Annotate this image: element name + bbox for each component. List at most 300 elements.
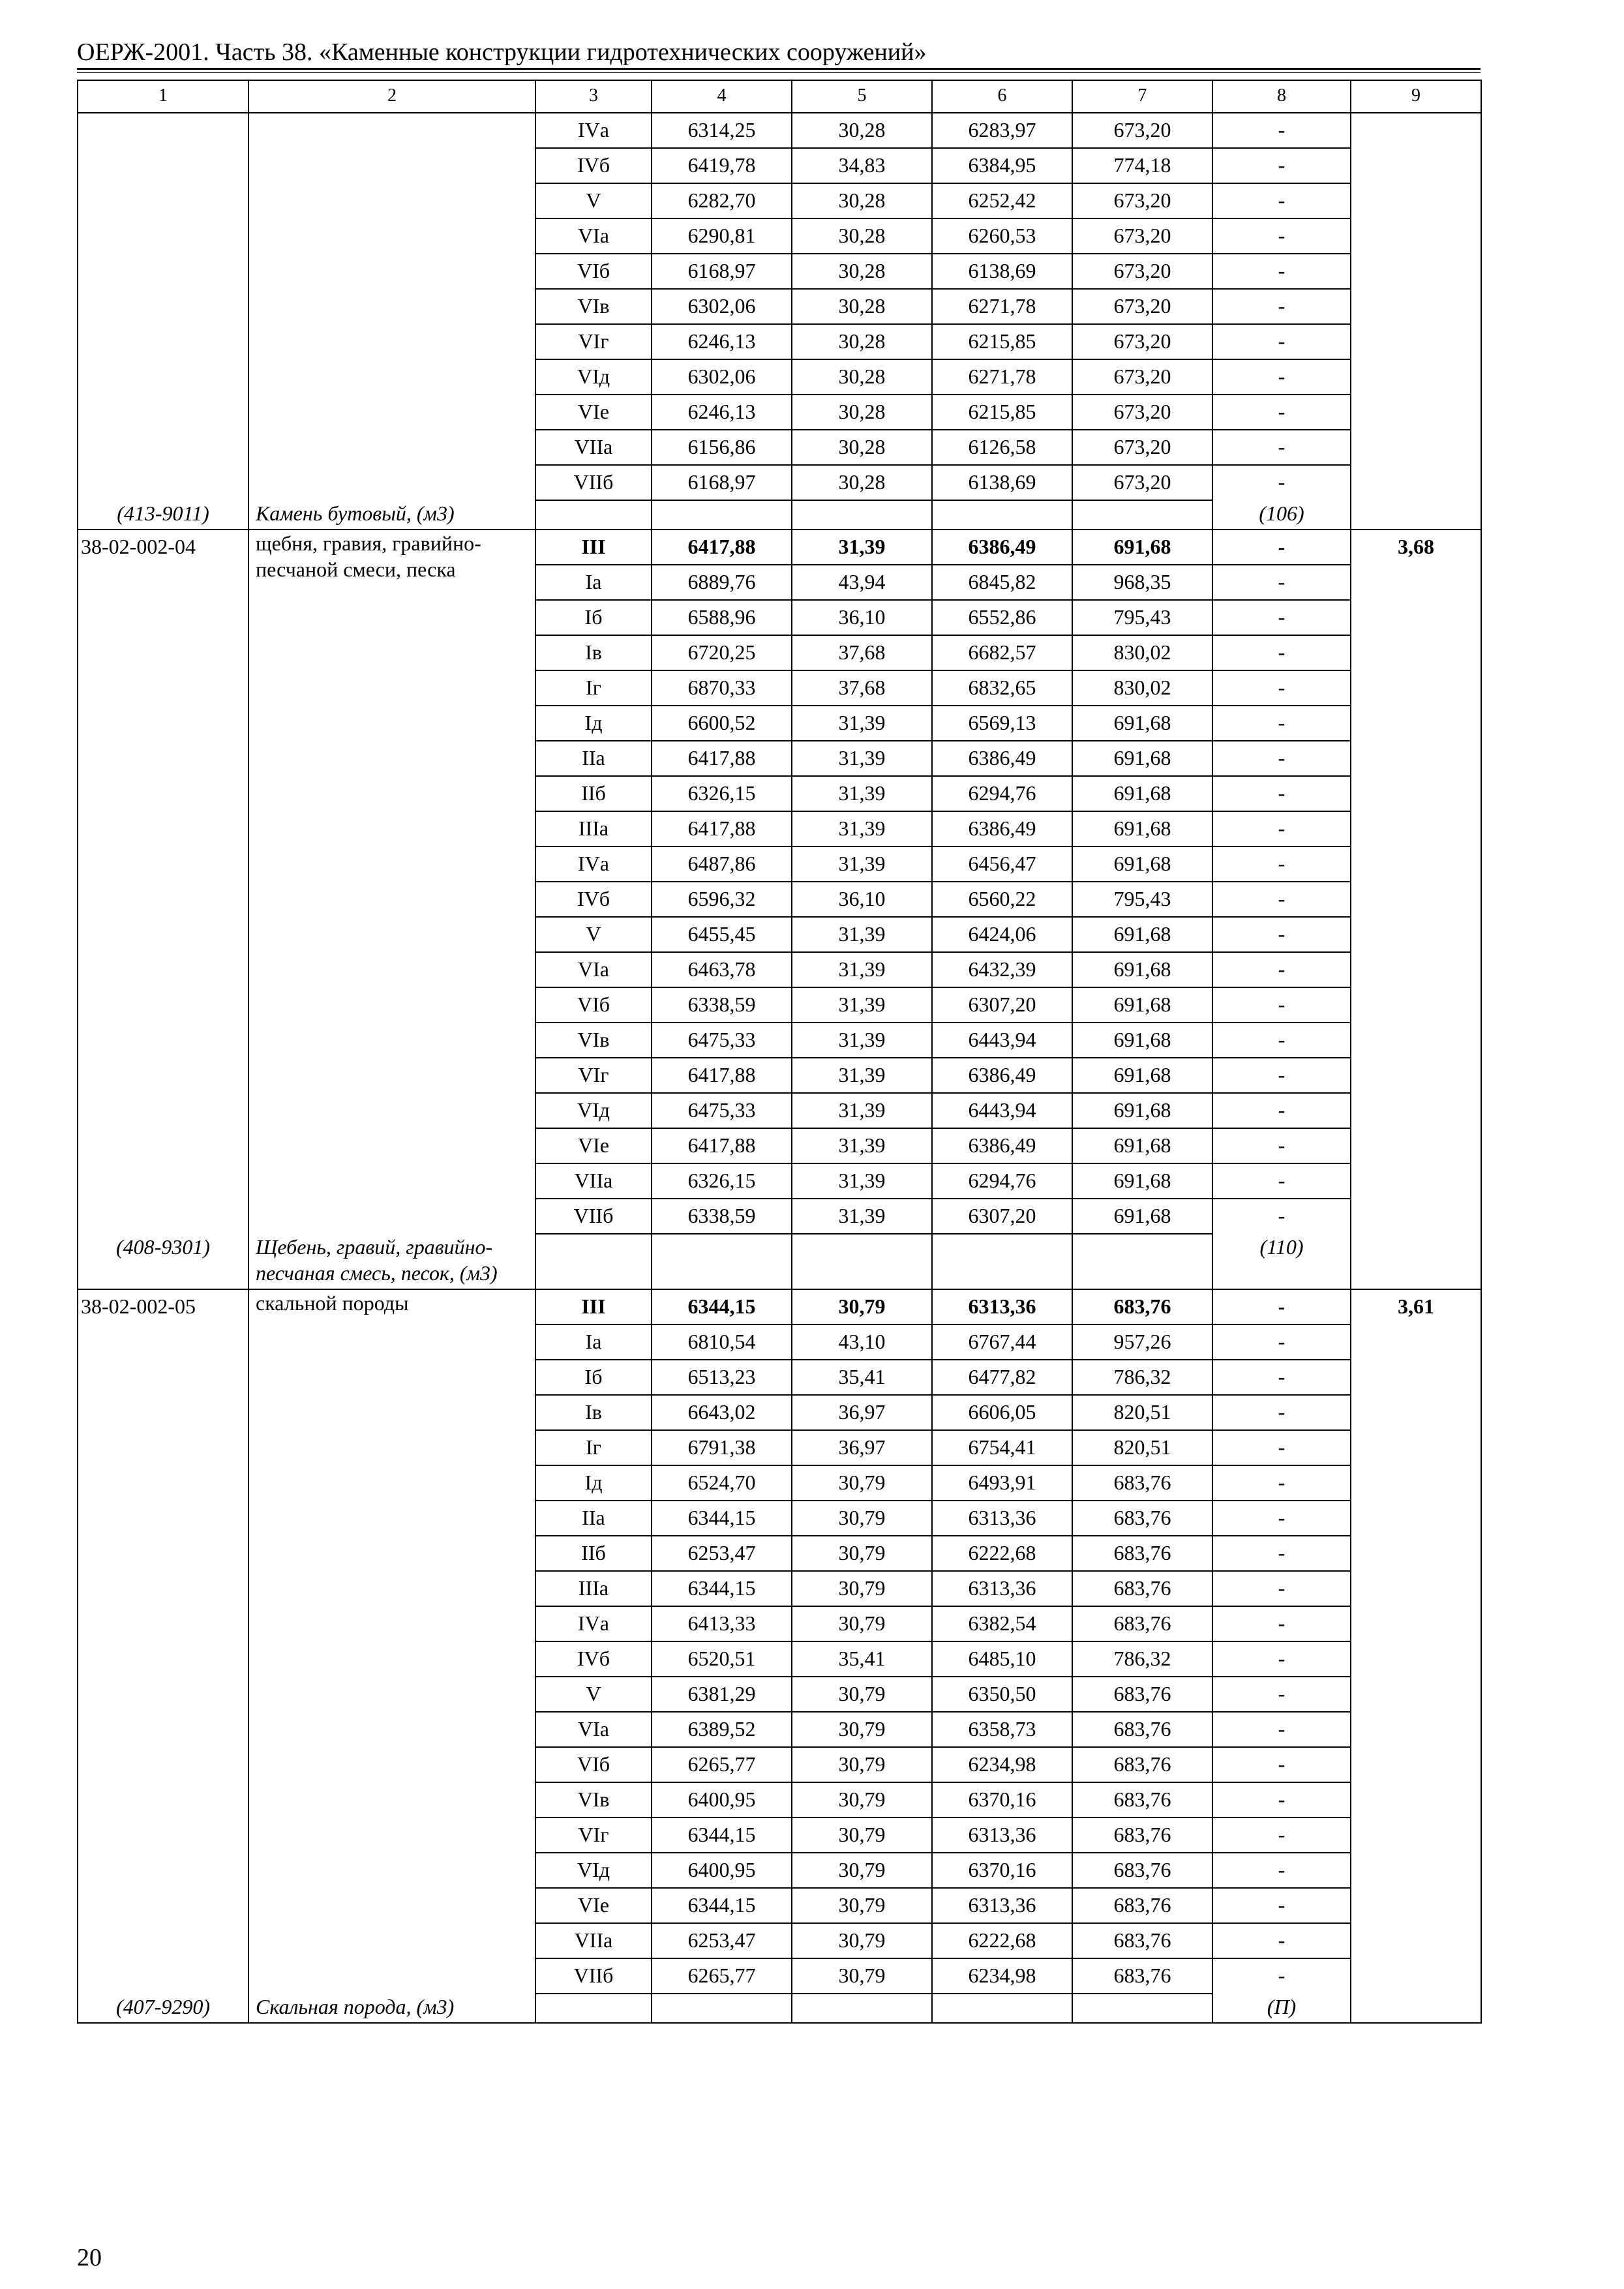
region-cell: VIа	[535, 952, 652, 987]
labor-cost-cell: 31,39	[792, 1023, 932, 1058]
operator-wage-cell: 673,20	[1072, 465, 1212, 500]
material-cost-cell: -	[1212, 465, 1351, 500]
operator-wage-cell: 673,20	[1072, 289, 1212, 324]
labor-cost-cell: 30,28	[792, 324, 932, 359]
material-cost-cell: -	[1212, 1465, 1351, 1501]
operator-wage-cell: 683,76	[1072, 1818, 1212, 1853]
machine-cost-cell: 6307,20	[932, 1199, 1072, 1234]
page-number: 20	[77, 2244, 102, 2271]
resource-quantity: (106)	[1212, 500, 1351, 530]
total-cost-cell: 6419,78	[652, 148, 792, 183]
region-cell: VIг	[535, 324, 652, 359]
region-cell: Iа	[535, 1324, 652, 1360]
material-cost-cell: -	[1212, 565, 1351, 600]
material-cost-cell: -	[1212, 359, 1351, 395]
empty-cell	[792, 500, 932, 530]
machine-cost-cell: 6424,06	[932, 917, 1072, 952]
material-cost-cell: -	[1212, 1199, 1351, 1234]
total-cost-cell: 6265,77	[652, 1747, 792, 1782]
operator-wage-cell: 683,76	[1072, 1571, 1212, 1606]
machine-cost-cell: 6234,98	[932, 1747, 1072, 1782]
total-cost-cell: 6344,15	[652, 1501, 792, 1536]
machine-cost-cell: 6358,73	[932, 1712, 1072, 1747]
labor-cost-cell: 30,79	[792, 1782, 932, 1818]
region-cell: Iа	[535, 565, 652, 600]
total-cost-cell: 6246,13	[652, 395, 792, 430]
region-cell: Iв	[535, 1395, 652, 1430]
machine-cost-cell: 6485,10	[932, 1641, 1072, 1677]
machine-cost-cell: 6313,36	[932, 1571, 1072, 1606]
machine-cost-cell: 6560,22	[932, 882, 1072, 917]
material-cost-cell: -	[1212, 1128, 1351, 1163]
labor-cost-cell: 31,39	[792, 530, 932, 565]
region-cell: IIа	[535, 1501, 652, 1536]
material-cost-cell: -	[1212, 1571, 1351, 1606]
labor-cost-cell: 31,39	[792, 1058, 932, 1093]
machine-cost-cell: 6138,69	[932, 465, 1072, 500]
region-cell: VIе	[535, 395, 652, 430]
operator-wage-cell: 683,76	[1072, 1958, 1212, 1994]
machine-cost-cell: 6682,57	[932, 635, 1072, 670]
empty-cell	[652, 1994, 792, 2023]
machine-cost-cell: 6138,69	[932, 254, 1072, 289]
region-cell: VIIб	[535, 1199, 652, 1234]
material-cost-cell: -	[1212, 254, 1351, 289]
region-cell: IVа	[535, 1606, 652, 1641]
labor-cost-cell: 36,97	[792, 1430, 932, 1465]
operator-wage-cell: 691,68	[1072, 846, 1212, 882]
labor-cost-cell: 30,79	[792, 1606, 932, 1641]
operator-wage-cell: 683,76	[1072, 1853, 1212, 1888]
region-cell: V	[535, 183, 652, 218]
labor-hours-cell: 3,61	[1351, 1289, 1481, 2023]
labor-cost-cell: 30,79	[792, 1289, 932, 1324]
material-cost-cell: -	[1212, 1430, 1351, 1465]
total-cost-cell: 6870,33	[652, 670, 792, 706]
operator-wage-cell: 673,20	[1072, 430, 1212, 465]
region-cell: IIб	[535, 776, 652, 811]
material-cost-cell: -	[1212, 600, 1351, 635]
region-cell: VIб	[535, 254, 652, 289]
price-table	[77, 80, 1482, 2024]
operator-wage-cell: 774,18	[1072, 148, 1212, 183]
labor-cost-cell: 30,79	[792, 1536, 932, 1571]
material-cost-cell: -	[1212, 741, 1351, 776]
labor-cost-cell: 30,79	[792, 1465, 932, 1501]
region-cell: VIIа	[535, 430, 652, 465]
labor-cost-cell: 36,97	[792, 1395, 932, 1430]
region-cell: VIг	[535, 1058, 652, 1093]
total-cost-cell: 6475,33	[652, 1023, 792, 1058]
material-cost-cell: -	[1212, 706, 1351, 741]
operator-wage-cell: 683,76	[1072, 1501, 1212, 1536]
material-cost-cell: -	[1212, 776, 1351, 811]
machine-cost-cell: 6370,16	[932, 1853, 1072, 1888]
header-rule-thin	[77, 72, 1481, 73]
column-number: 7	[1072, 80, 1212, 113]
total-cost-cell: 6381,29	[652, 1677, 792, 1712]
labor-cost-cell: 30,79	[792, 1888, 932, 1923]
labor-cost-cell: 36,10	[792, 600, 932, 635]
labor-cost-cell: 30,28	[792, 254, 932, 289]
operator-wage-cell: 683,76	[1072, 1606, 1212, 1641]
operator-wage-cell: 691,68	[1072, 1093, 1212, 1128]
machine-cost-cell: 6294,76	[932, 1163, 1072, 1199]
page-header-title: ОЕРЖ-2001. Часть 38. «Каменные конструкции гидротехнических сооружений»	[77, 38, 927, 66]
labor-cost-cell: 30,79	[792, 1677, 932, 1712]
operator-wage-cell: 673,20	[1072, 183, 1212, 218]
material-cost-cell: -	[1212, 395, 1351, 430]
machine-cost-cell: 6215,85	[932, 395, 1072, 430]
operator-wage-cell: 786,32	[1072, 1641, 1212, 1677]
column-number-row	[78, 80, 1481, 113]
total-cost-cell: 6513,23	[652, 1360, 792, 1395]
empty-cell	[1072, 1234, 1212, 1289]
operator-wage-cell: 691,68	[1072, 776, 1212, 811]
labor-cost-cell: 31,39	[792, 846, 932, 882]
table-body	[78, 80, 1481, 2023]
machine-cost-cell: 6443,94	[932, 1023, 1072, 1058]
labor-cost-cell: 31,39	[792, 1163, 932, 1199]
region-cell: VIд	[535, 1093, 652, 1128]
operator-wage-cell: 673,20	[1072, 218, 1212, 254]
region-cell: Iд	[535, 706, 652, 741]
total-cost-cell: 6524,70	[652, 1465, 792, 1501]
operator-wage-cell: 691,68	[1072, 1199, 1212, 1234]
labor-cost-cell: 37,68	[792, 635, 932, 670]
machine-cost-cell: 6350,50	[932, 1677, 1072, 1712]
machine-cost-cell: 6222,68	[932, 1923, 1072, 1958]
region-cell: VIг	[535, 1818, 652, 1853]
region-cell: Iг	[535, 670, 652, 706]
empty-cell	[535, 1234, 652, 1289]
header-rule	[77, 68, 1481, 70]
region-cell: IIа	[535, 741, 652, 776]
resource-name: Щебень, гравий, гравийно-песчаная смесь, песок, (м3)	[248, 1234, 535, 1289]
machine-cost-cell: 6386,49	[932, 1128, 1072, 1163]
total-cost-cell: 6338,59	[652, 987, 792, 1023]
total-cost-cell: 6413,33	[652, 1606, 792, 1641]
total-cost-cell: 6290,81	[652, 218, 792, 254]
operator-wage-cell: 830,02	[1072, 635, 1212, 670]
table-row	[78, 1289, 1481, 1324]
machine-cost-cell: 6552,86	[932, 600, 1072, 635]
machine-cost-cell: 6307,20	[932, 987, 1072, 1023]
region-cell: IVб	[535, 1641, 652, 1677]
operator-wage-cell: 691,68	[1072, 987, 1212, 1023]
total-cost-cell: 6338,59	[652, 1199, 792, 1234]
labor-cost-cell: 30,28	[792, 465, 932, 500]
material-cost-cell: -	[1212, 670, 1351, 706]
region-cell: VIа	[535, 1712, 652, 1747]
machine-cost-cell: 6477,82	[932, 1360, 1072, 1395]
machine-cost-cell: 6606,05	[932, 1395, 1072, 1430]
total-cost-cell: 6400,95	[652, 1853, 792, 1888]
machine-cost-cell: 6252,42	[932, 183, 1072, 218]
labor-cost-cell: 31,39	[792, 706, 932, 741]
total-cost-cell: 6265,77	[652, 1958, 792, 1994]
region-cell: III	[535, 1289, 652, 1324]
total-cost-cell: 6302,06	[652, 289, 792, 324]
work-name-cell	[248, 113, 535, 500]
machine-cost-cell: 6386,49	[932, 1058, 1072, 1093]
operator-wage-cell: 683,76	[1072, 1289, 1212, 1324]
resource-code: (413-9011)	[78, 500, 248, 530]
operator-wage-cell: 820,51	[1072, 1395, 1212, 1430]
material-cost-cell: -	[1212, 289, 1351, 324]
total-cost-cell: 6487,86	[652, 846, 792, 882]
labor-cost-cell: 43,10	[792, 1324, 932, 1360]
region-cell: VIIа	[535, 1923, 652, 1958]
labor-cost-cell: 30,79	[792, 1958, 932, 1994]
labor-cost-cell: 30,79	[792, 1501, 932, 1536]
machine-cost-cell: 6271,78	[932, 359, 1072, 395]
total-cost-cell: 6475,33	[652, 1093, 792, 1128]
labor-cost-cell: 37,68	[792, 670, 932, 706]
total-cost-cell: 6253,47	[652, 1923, 792, 1958]
total-cost-cell: 6344,15	[652, 1888, 792, 1923]
labor-cost-cell: 31,39	[792, 1128, 932, 1163]
machine-cost-cell: 6386,49	[932, 811, 1072, 846]
total-cost-cell: 6417,88	[652, 1058, 792, 1093]
labor-cost-cell: 30,28	[792, 183, 932, 218]
region-cell: Iг	[535, 1430, 652, 1465]
operator-wage-cell: 691,68	[1072, 1023, 1212, 1058]
labor-cost-cell: 31,39	[792, 952, 932, 987]
region-cell: Iв	[535, 635, 652, 670]
material-cost-cell: -	[1212, 1289, 1351, 1324]
total-cost-cell: 6417,88	[652, 530, 792, 565]
region-cell: IVб	[535, 148, 652, 183]
column-number: 8	[1212, 80, 1351, 113]
total-cost-cell: 6520,51	[652, 1641, 792, 1677]
region-cell: VIIб	[535, 465, 652, 500]
material-cost-cell: -	[1212, 1023, 1351, 1058]
material-cost-cell: -	[1212, 1853, 1351, 1888]
machine-cost-cell: 6386,49	[932, 530, 1072, 565]
resource-name: Скальная порода, (м3)	[248, 1994, 535, 2023]
region-cell: IIб	[535, 1536, 652, 1571]
material-cost-cell: -	[1212, 1324, 1351, 1360]
resource-code: (407-9290)	[78, 1994, 248, 2023]
material-cost-cell: -	[1212, 324, 1351, 359]
total-cost-cell: 6596,32	[652, 882, 792, 917]
column-number: 2	[248, 80, 535, 113]
material-cost-cell: -	[1212, 952, 1351, 987]
table-row	[78, 113, 1481, 148]
column-number: 6	[932, 80, 1072, 113]
labor-cost-cell: 31,39	[792, 1093, 932, 1128]
machine-cost-cell: 6260,53	[932, 218, 1072, 254]
region-cell: III	[535, 530, 652, 565]
operator-wage-cell: 673,20	[1072, 395, 1212, 430]
total-cost-cell: 6246,13	[652, 324, 792, 359]
material-cost-cell: -	[1212, 846, 1351, 882]
resource-code: (408-9301)	[78, 1234, 248, 1289]
work-code-cell: 38-02-002-05	[78, 1289, 248, 1994]
machine-cost-cell: 6845,82	[932, 565, 1072, 600]
operator-wage-cell: 691,68	[1072, 1163, 1212, 1199]
region-cell: V	[535, 917, 652, 952]
total-cost-cell: 6344,15	[652, 1571, 792, 1606]
total-cost-cell: 6344,15	[652, 1289, 792, 1324]
resource-quantity: (П)	[1212, 1994, 1351, 2023]
column-number: 5	[792, 80, 932, 113]
machine-cost-cell: 6313,36	[932, 1289, 1072, 1324]
region-cell: Iд	[535, 1465, 652, 1501]
operator-wage-cell: 786,32	[1072, 1360, 1212, 1395]
labor-cost-cell: 31,39	[792, 917, 932, 952]
region-cell: VIб	[535, 1747, 652, 1782]
empty-cell	[792, 1994, 932, 2023]
region-cell: V	[535, 1677, 652, 1712]
machine-cost-cell: 6443,94	[932, 1093, 1072, 1128]
machine-cost-cell: 6432,39	[932, 952, 1072, 987]
empty-cell	[932, 1234, 1072, 1289]
material-cost-cell: -	[1212, 1782, 1351, 1818]
operator-wage-cell: 691,68	[1072, 1128, 1212, 1163]
labor-cost-cell: 30,79	[792, 1571, 932, 1606]
material-cost-cell: -	[1212, 183, 1351, 218]
machine-cost-cell: 6283,97	[932, 113, 1072, 148]
machine-cost-cell: 6754,41	[932, 1430, 1072, 1465]
empty-cell	[932, 500, 1072, 530]
machine-cost-cell: 6832,65	[932, 670, 1072, 706]
machine-cost-cell: 6493,91	[932, 1465, 1072, 1501]
operator-wage-cell: 683,76	[1072, 1782, 1212, 1818]
total-cost-cell: 6282,70	[652, 183, 792, 218]
resource-footer-row	[78, 1234, 1481, 1289]
region-cell: VIIб	[535, 1958, 652, 1994]
machine-cost-cell: 6370,16	[932, 1782, 1072, 1818]
operator-wage-cell: 691,68	[1072, 952, 1212, 987]
total-cost-cell: 6463,78	[652, 952, 792, 987]
machine-cost-cell: 6271,78	[932, 289, 1072, 324]
operator-wage-cell: 691,68	[1072, 741, 1212, 776]
labor-cost-cell: 31,39	[792, 987, 932, 1023]
labor-cost-cell: 30,28	[792, 113, 932, 148]
material-cost-cell: -	[1212, 987, 1351, 1023]
operator-wage-cell: 683,76	[1072, 1888, 1212, 1923]
total-cost-cell: 6302,06	[652, 359, 792, 395]
machine-cost-cell: 6456,47	[932, 846, 1072, 882]
work-code-cell	[78, 113, 248, 500]
operator-wage-cell: 691,68	[1072, 811, 1212, 846]
column-number: 4	[652, 80, 792, 113]
material-cost-cell: -	[1212, 1641, 1351, 1677]
material-cost-cell: -	[1212, 1712, 1351, 1747]
operator-wage-cell: 683,76	[1072, 1536, 1212, 1571]
material-cost-cell: -	[1212, 882, 1351, 917]
empty-cell	[535, 500, 652, 530]
total-cost-cell: 6720,25	[652, 635, 792, 670]
operator-wage-cell: 691,68	[1072, 706, 1212, 741]
operator-wage-cell: 691,68	[1072, 530, 1212, 565]
machine-cost-cell: 6126,58	[932, 430, 1072, 465]
material-cost-cell: -	[1212, 1163, 1351, 1199]
total-cost-cell: 6168,97	[652, 254, 792, 289]
region-cell: IVб	[535, 882, 652, 917]
labor-hours-cell	[1351, 113, 1481, 530]
total-cost-cell: 6643,02	[652, 1395, 792, 1430]
total-cost-cell: 6455,45	[652, 917, 792, 952]
material-cost-cell: -	[1212, 1677, 1351, 1712]
labor-cost-cell: 30,79	[792, 1747, 932, 1782]
machine-cost-cell: 6382,54	[932, 1606, 1072, 1641]
total-cost-cell: 6326,15	[652, 1163, 792, 1199]
empty-cell	[1072, 500, 1212, 530]
machine-cost-cell: 6386,49	[932, 741, 1072, 776]
work-code-cell: 38-02-002-04	[78, 530, 248, 1234]
total-cost-cell: 6344,15	[652, 1818, 792, 1853]
machine-cost-cell: 6222,68	[932, 1536, 1072, 1571]
empty-cell	[1072, 1994, 1212, 2023]
total-cost-cell: 6389,52	[652, 1712, 792, 1747]
operator-wage-cell: 830,02	[1072, 670, 1212, 706]
table-row	[78, 530, 1481, 565]
material-cost-cell: -	[1212, 1606, 1351, 1641]
operator-wage-cell: 683,76	[1072, 1923, 1212, 1958]
column-number: 3	[535, 80, 652, 113]
material-cost-cell: -	[1212, 1501, 1351, 1536]
material-cost-cell: -	[1212, 1923, 1351, 1958]
region-cell: VIе	[535, 1128, 652, 1163]
material-cost-cell: -	[1212, 1058, 1351, 1093]
total-cost-cell: 6156,86	[652, 430, 792, 465]
material-cost-cell: -	[1212, 1395, 1351, 1430]
total-cost-cell: 6417,88	[652, 741, 792, 776]
operator-wage-cell: 683,76	[1072, 1465, 1212, 1501]
empty-cell	[652, 500, 792, 530]
labor-cost-cell: 35,41	[792, 1360, 932, 1395]
total-cost-cell: 6810,54	[652, 1324, 792, 1360]
region-cell: VIв	[535, 1782, 652, 1818]
machine-cost-cell: 6294,76	[932, 776, 1072, 811]
operator-wage-cell: 673,20	[1072, 113, 1212, 148]
labor-cost-cell: 34,83	[792, 148, 932, 183]
material-cost-cell: -	[1212, 1958, 1351, 1994]
operator-wage-cell: 673,20	[1072, 359, 1212, 395]
total-cost-cell: 6889,76	[652, 565, 792, 600]
operator-wage-cell: 683,76	[1072, 1747, 1212, 1782]
column-number: 9	[1351, 80, 1481, 113]
operator-wage-cell: 795,43	[1072, 882, 1212, 917]
labor-cost-cell: 30,79	[792, 1818, 932, 1853]
labor-cost-cell: 43,94	[792, 565, 932, 600]
empty-cell	[932, 1994, 1072, 2023]
labor-cost-cell: 30,28	[792, 430, 932, 465]
total-cost-cell: 6326,15	[652, 776, 792, 811]
operator-wage-cell: 957,26	[1072, 1324, 1212, 1360]
region-cell: VIд	[535, 359, 652, 395]
empty-cell	[792, 1234, 932, 1289]
empty-cell	[535, 1994, 652, 2023]
region-cell: VIе	[535, 1888, 652, 1923]
operator-wage-cell: 683,76	[1072, 1712, 1212, 1747]
total-cost-cell: 6400,95	[652, 1782, 792, 1818]
region-cell: IVа	[535, 113, 652, 148]
operator-wage-cell: 691,68	[1072, 917, 1212, 952]
material-cost-cell: -	[1212, 430, 1351, 465]
column-number: 1	[78, 80, 248, 113]
labor-hours-cell: 3,68	[1351, 530, 1481, 1289]
labor-cost-cell: 36,10	[792, 882, 932, 917]
labor-cost-cell: 30,79	[792, 1712, 932, 1747]
total-cost-cell: 6588,96	[652, 600, 792, 635]
material-cost-cell: -	[1212, 530, 1351, 565]
operator-wage-cell: 795,43	[1072, 600, 1212, 635]
operator-wage-cell: 968,35	[1072, 565, 1212, 600]
